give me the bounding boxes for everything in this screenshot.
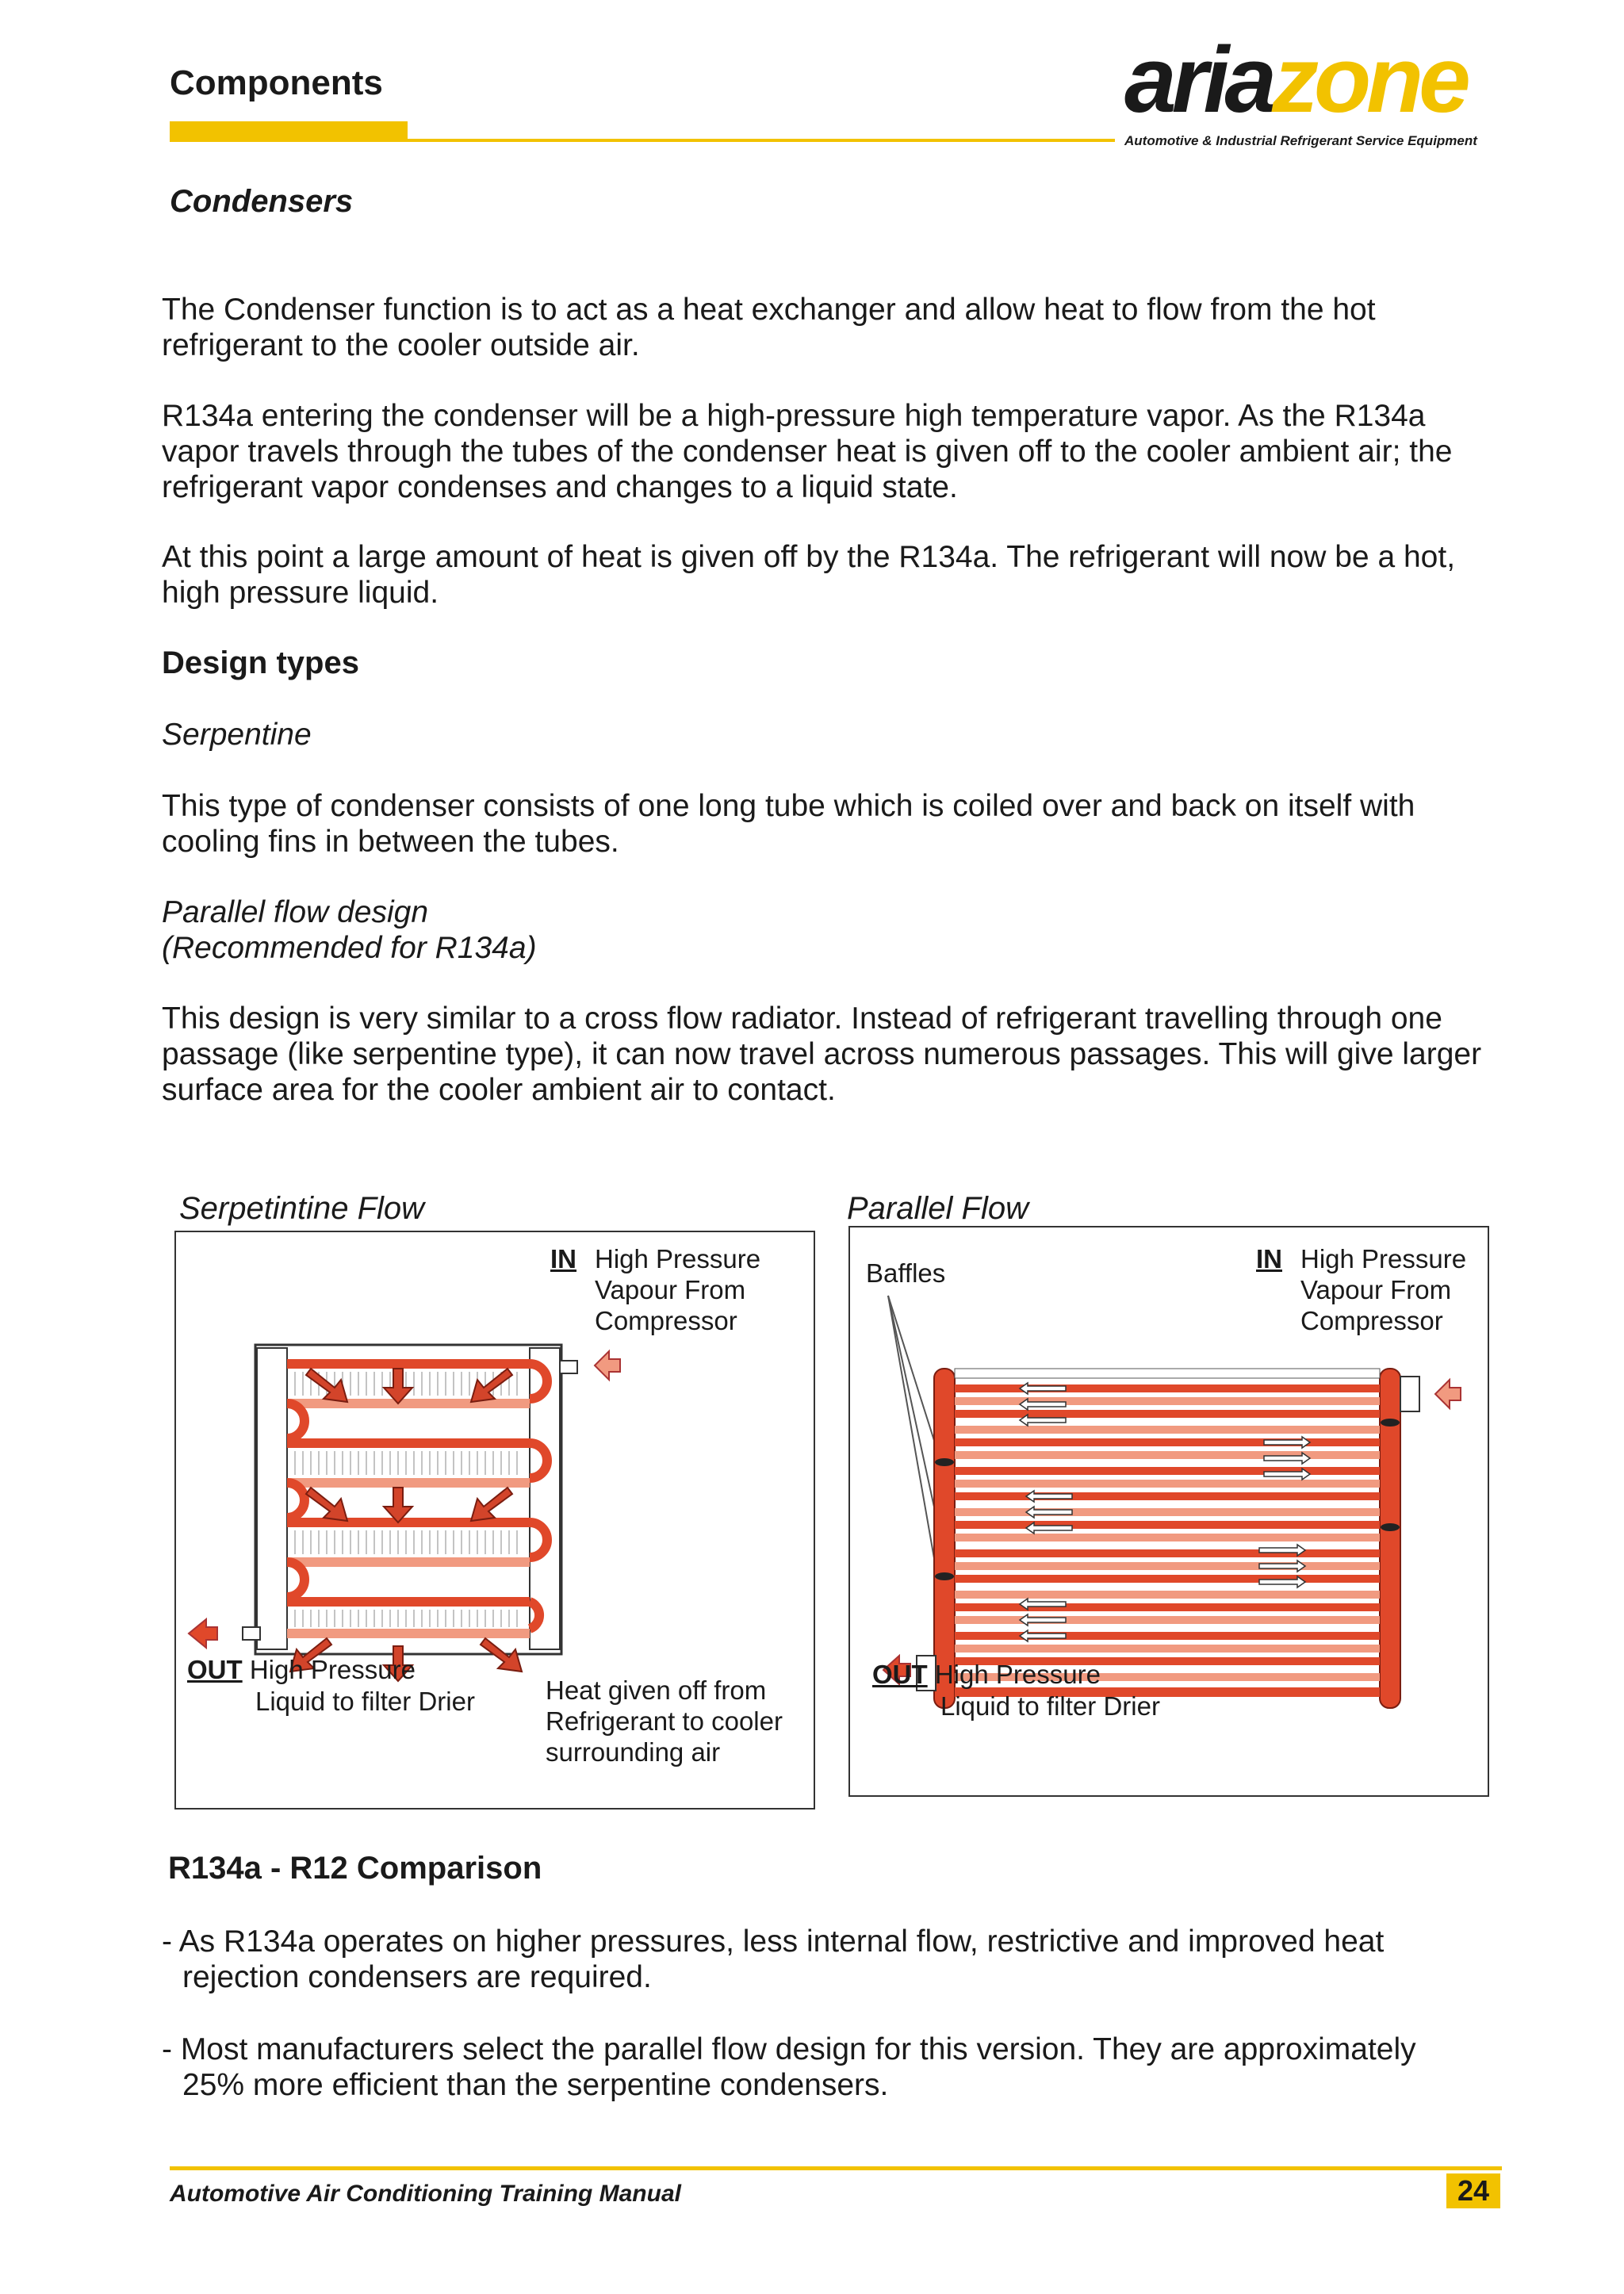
comparison-bullet-1 — [162, 1924, 1526, 1995]
footer-rule — [170, 2166, 1502, 2170]
outlet-arrow-icon — [189, 1619, 217, 1648]
parallel-in-tag: IN — [1256, 1244, 1282, 1273]
paragraph-function: The Condenser function is to act as a heat exchanger and allow heat to flow from the hot refrigerant to the cooler outside air. — [162, 293, 1376, 362]
bullet-1-line2: rejection condensers are required. — [182, 1960, 652, 1994]
design-types-heading: Design types — [162, 645, 359, 680]
serpentine-out-line2: Liquid to filter Drier — [255, 1687, 475, 1716]
serpentine-text: This type of condenser consists of one long tube which is coiled over and back on itself with cooling fins in between the tubes. — [162, 789, 1415, 859]
footer-manual-title: Automotive Air Conditioning Training Manual — [170, 2181, 681, 2207]
inlet-arrow-icon — [1435, 1380, 1461, 1408]
serpentine-out-label — [187, 1654, 416, 1685]
logo-tagline: Automotive & Industrial Refrigerant Service Equipment — [1124, 133, 1477, 148]
parallel-figure-title: Parallel Flow — [847, 1191, 1028, 1226]
page-number: 24 — [1446, 2173, 1500, 2208]
parallel-out-line1: High Pressure — [934, 1660, 1101, 1689]
logo-aria: aria — [1124, 28, 1272, 132]
bullet-1-line1: - As R134a operates on higher pressures, less internal flow, restrictive and improved heat — [162, 1924, 1385, 1959]
baffles-label: Baffles — [866, 1258, 946, 1288]
heat-given-off-label: Heat given off from Refrigerant to cooler surrounding air — [546, 1676, 783, 1767]
bullet-2-line2: 25% more efficient than the serpentine condensers. — [182, 2068, 889, 2102]
section-title: Components — [170, 63, 383, 102]
serpentine-title: Serpentine — [162, 718, 312, 752]
parallel-figure — [848, 1226, 1489, 1797]
parallel-in-text: High Pressure Vapour From Compressor — [1300, 1244, 1467, 1335]
inlet-arrow-icon — [595, 1351, 620, 1380]
subheading-condensers: Condensers — [170, 184, 354, 219]
outlet-fitting — [243, 1627, 260, 1640]
serpentine-figure-title: Serpetintine Flow — [179, 1191, 425, 1226]
serpentine-figure — [174, 1231, 815, 1810]
parallel-out-line2: Liquid to filter Drier — [940, 1691, 1160, 1721]
header-rule — [408, 139, 1115, 142]
comparison-heading: R134a - R12 Comparison — [168, 1851, 542, 1886]
parallel-text: This design is very similar to a cross flow radiator. Instead of refrigerant travelling through one passage (like serpentine type), it can now travel across numerous passages. This will give larger surface area for the cooler ambient air to contact. — [162, 1001, 1482, 1107]
cooling-fins — [295, 1372, 517, 1627]
serpentine-in-tag: IN — [550, 1244, 576, 1273]
paragraph-heat-given-off: At this point a large amount of heat is given off by the R134a. The refrigerant will now be a hot, high pressure liquid. — [162, 540, 1456, 610]
ariazone-logo — [1124, 28, 1466, 132]
inlet-fitting — [560, 1361, 577, 1373]
parallel-out-label — [872, 1659, 1101, 1690]
parallel-out-tag: OUT — [872, 1660, 928, 1689]
serpentine-out-line1: High Pressure — [249, 1655, 416, 1684]
inlet-fitting — [1400, 1377, 1419, 1411]
parallel-title: Parallel flow design — [162, 895, 429, 929]
paragraph-r134a-entering: R134a entering the condenser will be a high-pressure high temperature vapor. As the R134a vapor travels through the tubes of the condenser heat is given off to the cooler ambient air; the refrigerant vapor condenses and changes to a liquid state. — [162, 399, 1453, 504]
left-header-tank — [934, 1369, 955, 1708]
parallel-subtitle: (Recommended for R134a) — [162, 931, 537, 965]
left-header-tank — [257, 1348, 287, 1649]
logo-zone: zone — [1271, 28, 1466, 132]
serpentine-out-tag: OUT — [187, 1655, 243, 1684]
comparison-bullet-2 — [162, 2032, 1526, 2103]
bullet-2-line1: - Most manufacturers select the parallel flow design for this version. They are approximately — [162, 2032, 1416, 2066]
header-accent-bar — [170, 121, 408, 142]
serpentine-in-text: High Pressure Vapour From Compressor — [595, 1244, 761, 1335]
parallel-tubes — [955, 1369, 1380, 1697]
